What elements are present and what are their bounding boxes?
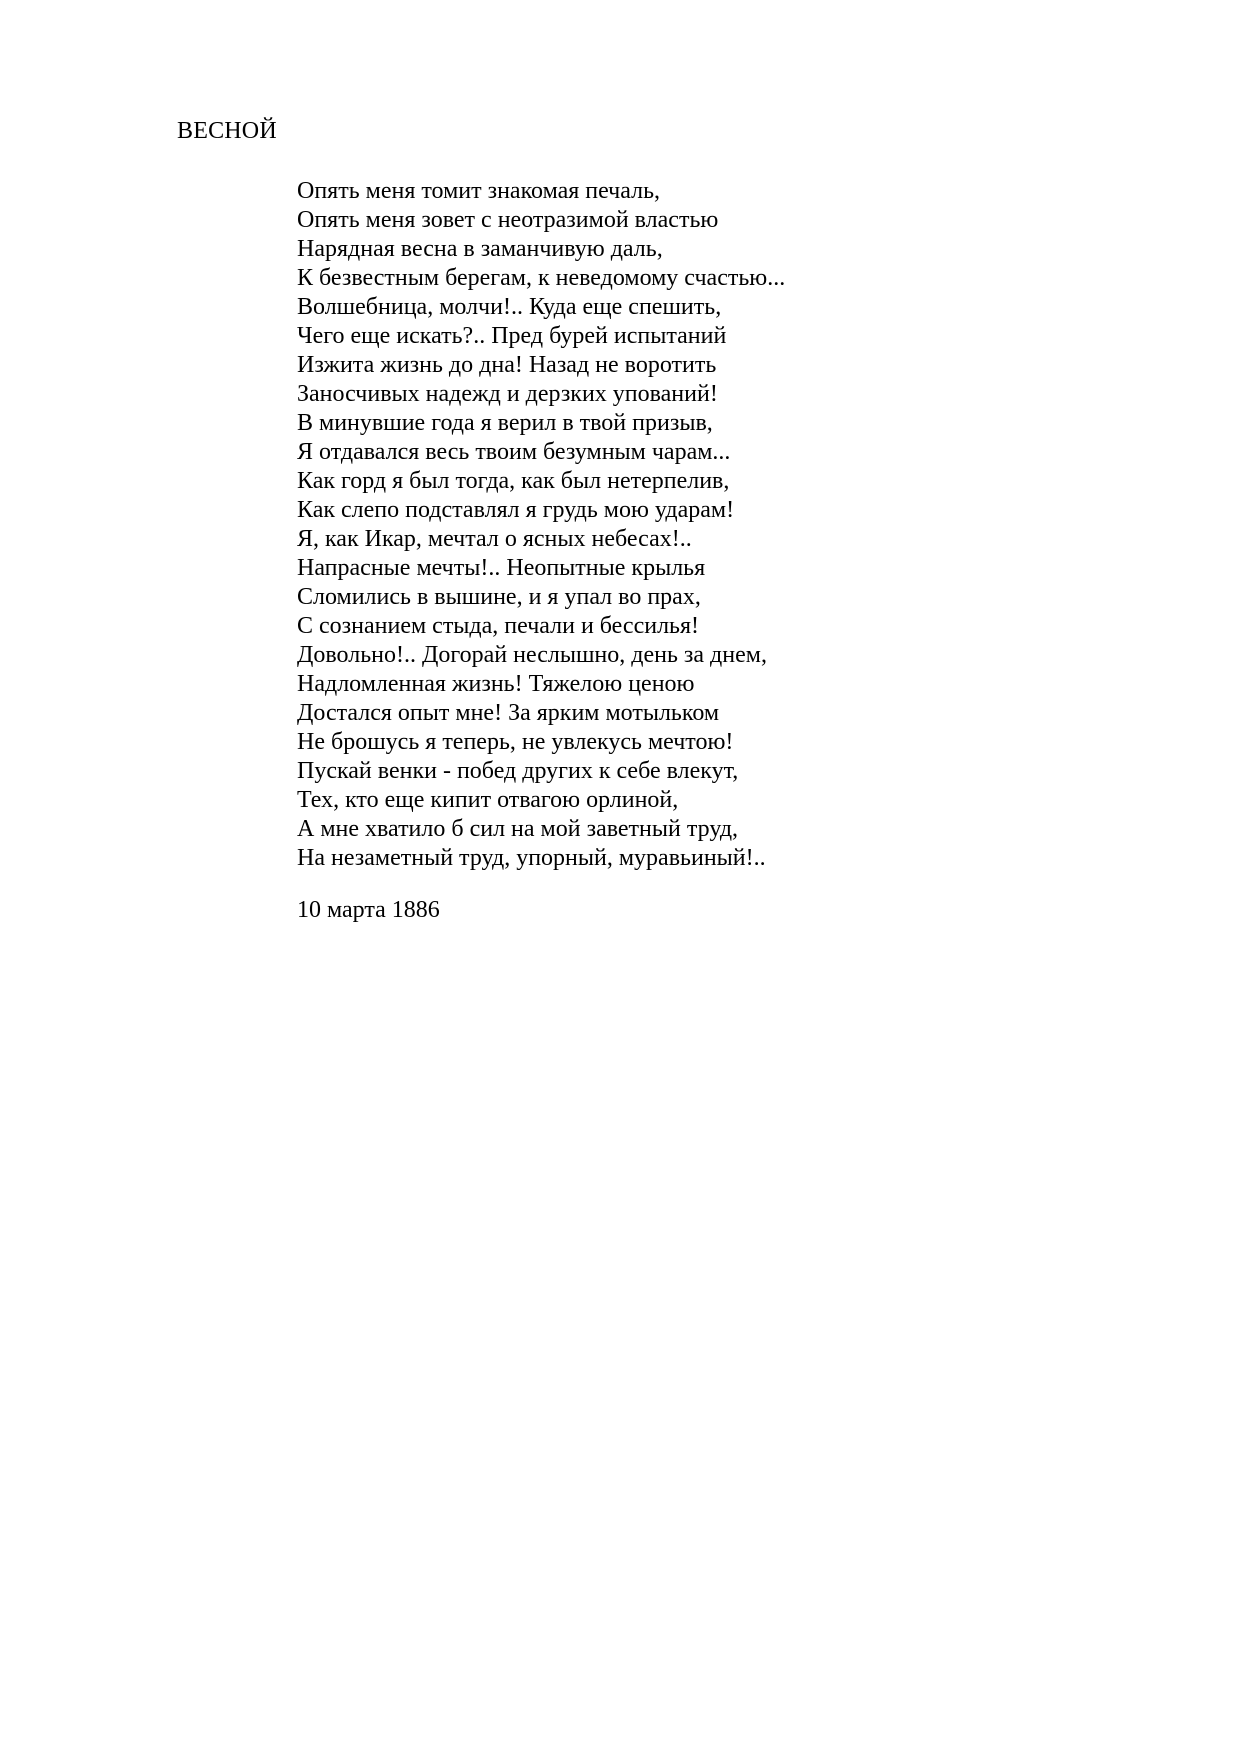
poem-line: Надломленная жизнь! Тяжелою ценою bbox=[297, 671, 695, 697]
poem-line: Тех, кто еще кипит отвагою орлиной, bbox=[297, 787, 679, 813]
poem-line: Довольно!.. Догорай неслышно, день за днем, bbox=[297, 642, 767, 668]
poem-line: Я, как Икар, мечтал о ясных небесах!.. bbox=[297, 526, 692, 552]
poem-line: Сломились в вышине, и я упал во прах, bbox=[297, 584, 701, 610]
poem-line: С сознанием стыда, печали и бессилья! bbox=[297, 613, 700, 639]
poem-line: Опять меня томит знакомая печаль, bbox=[297, 178, 661, 204]
poem-line: На незаметный труд, упорный, муравьиный!.. bbox=[297, 845, 766, 871]
poem-line: К безвестным берегам, к неведомому счастью... bbox=[297, 265, 786, 291]
poem-title: ВЕСНОЙ bbox=[177, 118, 277, 144]
poem-date: 10 марта 1886 bbox=[297, 897, 440, 923]
poem-line: Я отдавался весь твоим безумным чарам... bbox=[297, 439, 731, 465]
poem-line: В минувшие года я верил в твой призыв, bbox=[297, 410, 713, 436]
poem-line: Как горд я был тогда, как был нетерпелив, bbox=[297, 468, 730, 494]
poem-line: Заносчивых надежд и дерзких упований! bbox=[297, 381, 718, 407]
poem-line: Не брошусь я теперь, не увлекусь мечтою! bbox=[297, 729, 734, 755]
poem-line: Опять меня зовет с неотразимой властью bbox=[297, 207, 719, 233]
poem-line: Чего еще искать?.. Пред бурей испытаний bbox=[297, 323, 727, 349]
poem-line: Изжита жизнь до дна! Назад не воротить bbox=[297, 352, 717, 378]
poem-line: Напрасные мечты!.. Неопытные крылья bbox=[297, 555, 706, 581]
poem-line: А мне хватило б сил на мой заветный труд, bbox=[297, 816, 739, 842]
poem-line: Волшебница, молчи!.. Куда еще спешить, bbox=[297, 294, 722, 320]
poem-line: Пускай венки - побед других к себе влекут, bbox=[297, 758, 739, 784]
poem-line: Достался опыт мне! За ярким мотыльком bbox=[297, 700, 720, 726]
poem-line: Нарядная весна в заманчивую даль, bbox=[297, 236, 663, 262]
poem-line: Как слепо подставлял я грудь мою ударам! bbox=[297, 497, 735, 523]
poem-body bbox=[297, 177, 785, 873]
